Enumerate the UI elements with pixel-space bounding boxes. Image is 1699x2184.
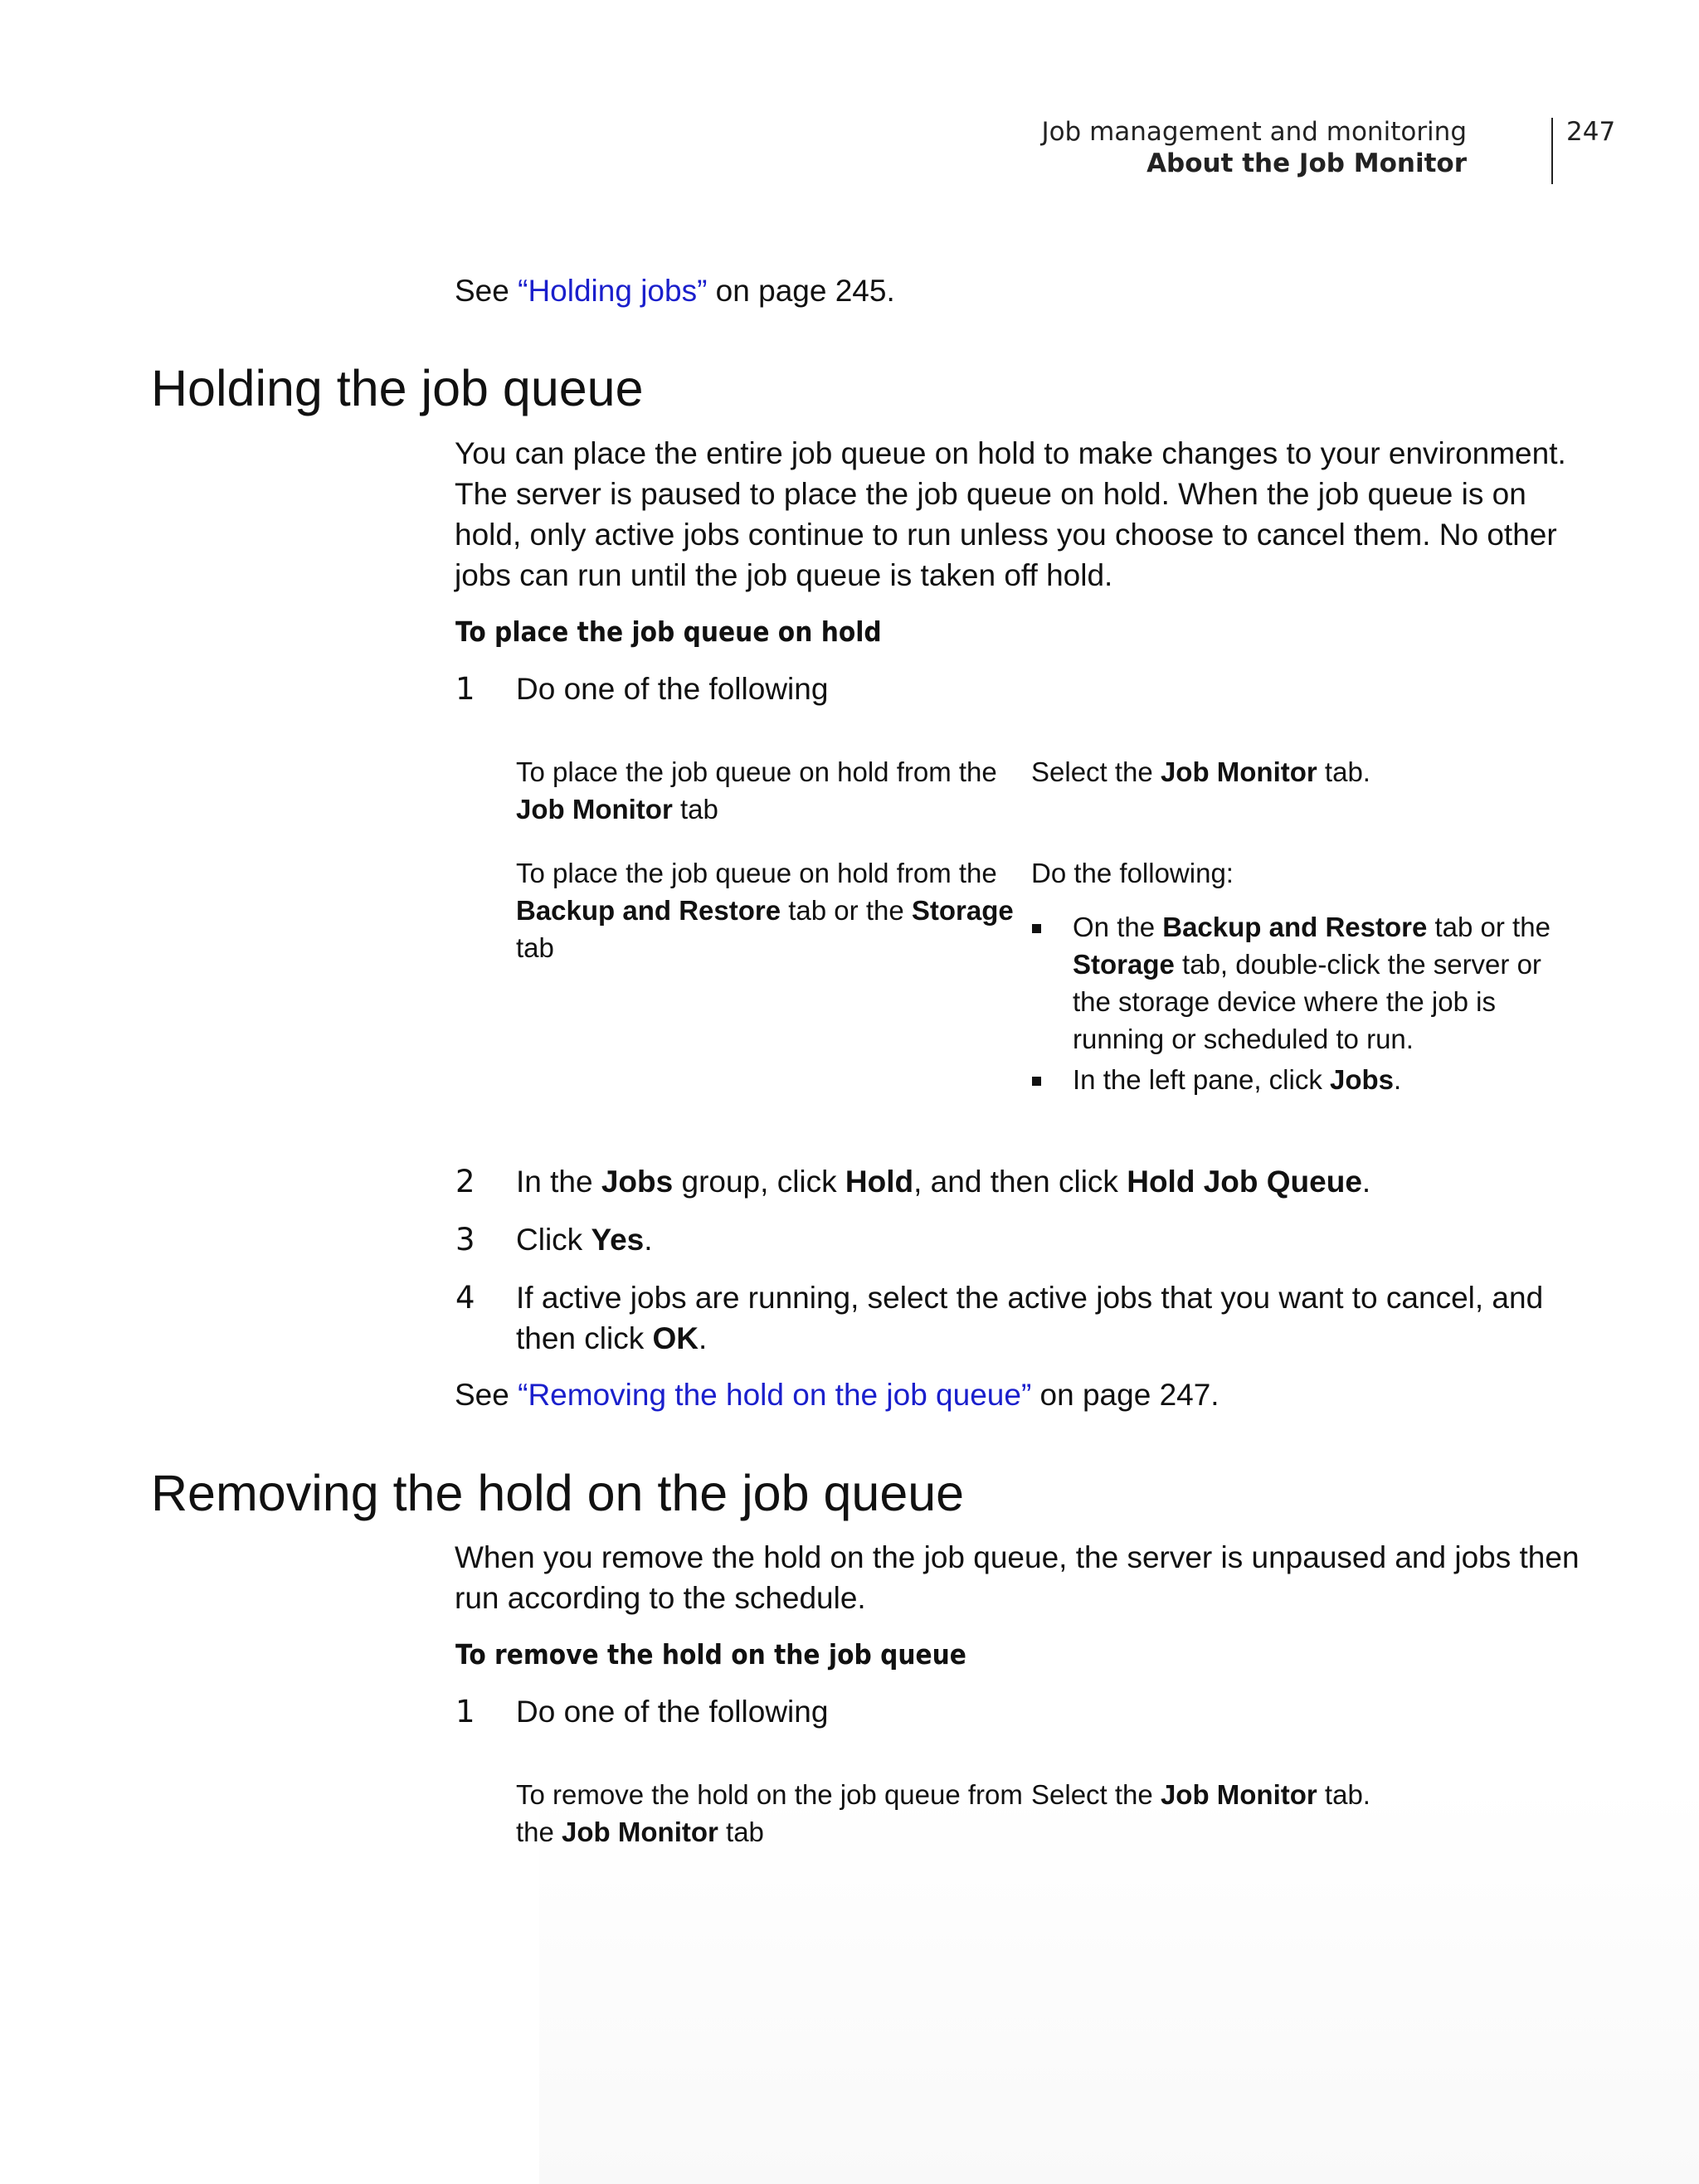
step-fragment: Click <box>516 1223 591 1257</box>
ui-term: OK <box>652 1321 699 1355</box>
section-title: About the Job Monitor <box>1146 148 1467 178</box>
intro-paragraph <box>455 433 1633 596</box>
step-line: If active jobs are running, select the active jobs that you want to cancel, and <box>516 1281 1544 1315</box>
cell-line <box>516 892 1022 929</box>
bullet-item <box>1073 908 1570 1058</box>
removing-hold-link[interactable]: “Removing the hold on the job queue” <box>518 1378 1032 1412</box>
ui-term: Storage <box>1073 949 1175 980</box>
ui-term: Backup and Restore <box>1162 912 1428 942</box>
cell-text: tab. <box>1317 756 1370 787</box>
step-fragment: . <box>1361 1165 1371 1199</box>
ui-term: Storage <box>911 895 1014 926</box>
step-text <box>516 1161 1370 1202</box>
cell-line: tab <box>516 932 554 963</box>
step-line <box>516 1318 1644 1359</box>
cell-text: . <box>1394 1064 1402 1095</box>
ui-term: Hold Job Queue <box>1127 1165 1362 1199</box>
table-cell-right <box>1031 1776 1562 1813</box>
see-suffix: on page 245. <box>707 274 895 308</box>
cell-text: Select the <box>1031 756 1161 787</box>
see-prefix: See <box>455 1378 518 1412</box>
table-cell-left <box>516 854 1022 966</box>
ui-term: Backup and Restore <box>516 895 781 926</box>
page-number: 247 <box>1566 117 1616 147</box>
intro-line: hold, only active jobs continue to run unless you choose to cancel them. No other <box>455 518 1557 552</box>
step-text: Do one of the following <box>516 1695 829 1729</box>
step-number: 3 <box>455 1222 475 1257</box>
step-number: 1 <box>455 1694 475 1729</box>
bullet-item <box>1073 1061 1570 1098</box>
chapter-title: Job management and monitoring <box>1041 117 1467 147</box>
table-cell-right: Do the following: <box>1031 858 1234 888</box>
ui-term: Jobs <box>1330 1064 1395 1095</box>
step-number: 4 <box>455 1280 475 1316</box>
step-text <box>516 1219 653 1260</box>
cell-text: tab or the <box>1427 912 1551 942</box>
step-fragment: , and then click <box>913 1165 1127 1199</box>
holding-jobs-link[interactable]: “Holding jobs” <box>518 274 708 308</box>
cell-text: tab, double-click the server or <box>1174 949 1541 980</box>
running-header <box>1041 116 1467 179</box>
section-heading-removing: Removing the hold on the job queue <box>151 1465 965 1521</box>
cell-text: tab <box>672 794 718 824</box>
cell-line <box>516 1813 1030 1851</box>
cross-reference <box>455 1374 1219 1415</box>
intro-line: You can place the entire job queue on hold to make changes to your environment. <box>455 436 1566 470</box>
see-prefix: See <box>455 274 518 308</box>
step-fragment: . <box>699 1321 708 1355</box>
step-fragment: In the <box>516 1165 601 1199</box>
cell-text: In the left pane, click <box>1073 1064 1331 1095</box>
cell-line: To remove the hold on the job queue from <box>516 1779 1023 1810</box>
step-fragment: . <box>644 1223 653 1257</box>
bullet-icon <box>1032 1077 1041 1086</box>
cell-text: the <box>516 1817 562 1847</box>
cell-text: On the <box>1073 912 1163 942</box>
cell-text: Select the <box>1031 1779 1161 1810</box>
step-fragment: then click <box>516 1321 653 1355</box>
cell-line: To place the job queue on hold from the <box>516 756 997 787</box>
intro-paragraph <box>455 1537 1633 1618</box>
cell-line <box>1073 946 1570 983</box>
ui-term: Jobs <box>601 1165 674 1199</box>
cell-line: To place the job queue on hold from the <box>516 858 997 888</box>
table-cell-left <box>516 1776 1030 1851</box>
procedure-title: To remove the hold on the job queue <box>455 1638 966 1671</box>
cell-line <box>516 790 1014 828</box>
cell-text: tab <box>718 1817 764 1847</box>
table-cell-left <box>516 753 1014 828</box>
intro-line: jobs can run until the job queue is taken off hold. <box>455 558 1113 592</box>
cell-text: tab. <box>1317 1779 1370 1810</box>
ui-term: Yes <box>591 1223 645 1257</box>
header-divider <box>1551 118 1553 184</box>
cell-line: the storage device where the job is <box>1073 986 1496 1017</box>
cell-line <box>1073 908 1570 946</box>
section-heading-holding: Holding the job queue <box>151 360 644 416</box>
bullet-icon <box>1032 924 1041 933</box>
ui-term: Job Monitor <box>1160 1779 1317 1810</box>
intro-line: When you remove the hold on the job queue, the server is unpaused and jobs then <box>455 1540 1580 1574</box>
table-cell-right <box>1031 753 1562 790</box>
step-text <box>516 1277 1644 1359</box>
intro-line: The server is paused to place the job queue on hold. When the job queue is on <box>455 477 1526 511</box>
step-number: 1 <box>455 671 475 707</box>
step-number: 2 <box>455 1164 475 1199</box>
see-suffix: on page 247. <box>1031 1378 1219 1412</box>
procedure-title: To place the job queue on hold <box>455 615 882 648</box>
step-fragment: group, click <box>673 1165 845 1199</box>
ui-term: Hold <box>845 1165 914 1199</box>
ui-term: Job Monitor <box>1160 756 1317 787</box>
step-text: Do one of the following <box>516 672 829 706</box>
cross-reference <box>455 270 895 311</box>
ui-term: Job Monitor <box>516 794 673 824</box>
ui-term: Job Monitor <box>562 1817 718 1847</box>
cell-text: tab or the <box>781 895 912 926</box>
intro-line: run according to the schedule. <box>455 1581 866 1615</box>
cell-line: running or scheduled to run. <box>1073 1024 1414 1054</box>
